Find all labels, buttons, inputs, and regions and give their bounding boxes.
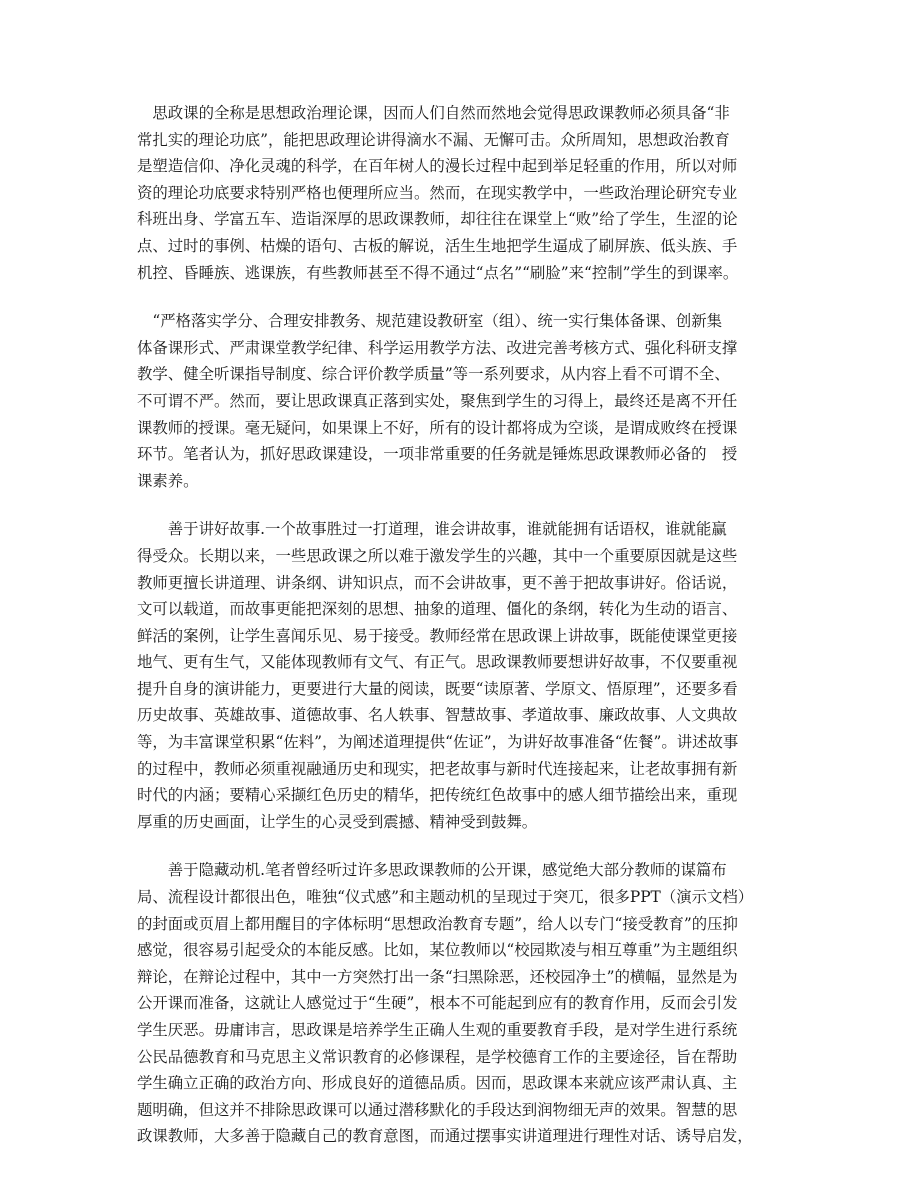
- article-body: [137, 100, 789, 1172]
- text-line: 教师更擅长讲道理、讲条纲、讲知识点，而不会讲故事，更不善于把故事讲好。俗话说，: [137, 573, 738, 592]
- text-line: 科班出身、学富五车、造诣深厚的思政课教师，却往往在课堂上“败”给了学生，生涩的论: [137, 210, 738, 229]
- text-line: 善于隐藏动机.笔者曾经听过许多思政课教师的公开课，感觉绝大部分教师的谋篇布: [137, 861, 727, 880]
- paragraph-2: [137, 308, 789, 494]
- text-line: 教学、健全听课指导制度、综合评价教学质量”等一系列要求，从内容上看不可谓不全、: [137, 365, 730, 384]
- text-line: 体备课形式、严肃课堂教学纪律、科学运用教学方法、改进完善考核方式、强化科研支撑: [137, 338, 738, 357]
- text-line: 厚重的历史画面，让学生的心灵受到震撼、精神受到鼓舞。: [137, 812, 538, 831]
- text-line: 得受众。长期以来，一些思政课之所以难于激发学生的兴趣，其中一个重要原因就是这些: [137, 546, 738, 565]
- text-line: 文可以载道，而故事更能把深刻的思想、抽象的道理、僵化的条纲，转化为生动的语言、: [137, 600, 738, 619]
- text-line: 的封面或页眉上都用醒目的字体标明“思想政治教育专题”，给人以专门“接受教育”的压抑: [137, 914, 738, 933]
- text-line: 政课教师，大多善于隐藏自己的教育意图，而通过摆事实讲道理进行理性对话、诱导启发，: [137, 1127, 753, 1146]
- text-line: 地气、更有生气，又能体现教师有文气、有正气。思政课教师要想讲好故事，不仅要重视: [137, 653, 738, 672]
- text-line: 公开课而准备，这就让人感觉过于“生硬”，根本不可能起到应有的教育作用，反而会引发: [137, 994, 738, 1013]
- paragraph-3: [137, 516, 789, 835]
- text-line: 资的理论功底要求特别严格也便理所应当。然而，在现实教学中，一些政治理论研究专业: [137, 183, 738, 202]
- text-line: 学生确立正确的政治方向、形成良好的道德品质。因而，思政课本来就应该严肃认真、主: [137, 1074, 738, 1093]
- text-line: 公民品德教育和马克思主义常识教育的必修课程，是学校德育工作的主要途径，旨在帮助: [137, 1047, 738, 1066]
- text-line: 不可谓不严。然而，要让思政课真正落到实处，聚焦到学生的习得上，最终还是离不开任: [137, 391, 738, 410]
- text-line: 辩论，在辩论过程中，其中一方突然打出一条“扫黑除恶，还校园净土”的横幅，显然是为: [137, 967, 738, 986]
- text-line: 环节。笔者认为，抓好思政课建设，一项非常重要的任务就是锤炼思政课教师必备的 授: [137, 445, 738, 464]
- text-line: 思政课的全称是思想政治理论课，因而人们自然而然地会觉得思政课教师必须具备“非: [137, 104, 730, 122]
- text-line: 课教师的授课。毫无疑问，如果课上不好，所有的设计都将成为空谈，是谓成败终在授课: [137, 418, 738, 437]
- text-line: 是塑造信仰、净化灵魂的科学，在百年树人的漫长过程中起到举足轻重的作用，所以对师: [137, 157, 738, 176]
- text-line: 学生厌恶。毋庸讳言，思政课是培养学生正确人生观的重要教育手段，是对学生进行系统: [137, 1021, 738, 1039]
- text-line: 机控、昏睡族、逃课族，有些教师甚至不得不通过“点名”“刷脸”来“控制”学生的到课率。: [137, 263, 739, 282]
- paragraph-4: [137, 857, 789, 1150]
- text-line: 课素养。: [137, 471, 199, 490]
- text-line: 局、流程设计都很出色，唯独“仪式感”和主题动机的呈现过于突兀，很多PPT（演示文档）: [137, 888, 754, 907]
- text-line: 点、过时的事例、枯燥的语句、古板的解说，活生生地把学生逼成了刷屏族、低头族、手: [137, 236, 738, 255]
- text-line: 感觉，很容易引起受众的本能反感。比如，某位教师以“校园欺凌与相互尊重”为主题组织: [137, 941, 738, 960]
- text-line: 提升自身的演讲能力，更要进行大量的阅读，既要“读原著、学原文、悟原理”，还要多看: [137, 679, 738, 698]
- text-line: 等，为丰富课堂积累“佐料”，为阐述道理提供“佐证”，为讲好故事准备“佐餐”。讲述故事: [137, 733, 739, 752]
- text-line: 的过程中，教师必须重视融通历史和现实，把老故事与新时代连接起来，让老故事拥有新: [137, 759, 738, 778]
- text-line: 常扎实的理论功底”，能把思政理论讲得滴水不漏、无懈可击。众所周知，思想政治教育: [137, 130, 730, 149]
- text-line: “严格落实学分、合理安排教务、规范建设教研室（组）、统一实行集体备课、创新集: [137, 312, 723, 331]
- text-line: 历史故事、英雄故事、道德故事、名人轶事、智慧故事、孝道故事、廉政故事、人文典故: [137, 706, 738, 725]
- paragraph-1: [137, 100, 789, 286]
- text-line: 时代的内涵；要精心采撷红色历史的精华，把传统红色故事中的感人细节描绘出来，重现: [137, 786, 738, 805]
- text-line: 鲜活的案例，让学生喜闻乐见、易于接受。教师经常在思政课上讲故事，既能使课堂更接: [137, 626, 738, 645]
- text-line: 善于讲好故事.一个故事胜过一打道理，谁会讲故事，谁就能拥有话语权，谁就能赢: [137, 520, 727, 539]
- text-line: 题明确，但这并不排除思政课可以通过潜移默化的手段达到润物细无声的效果。智慧的思: [137, 1100, 738, 1119]
